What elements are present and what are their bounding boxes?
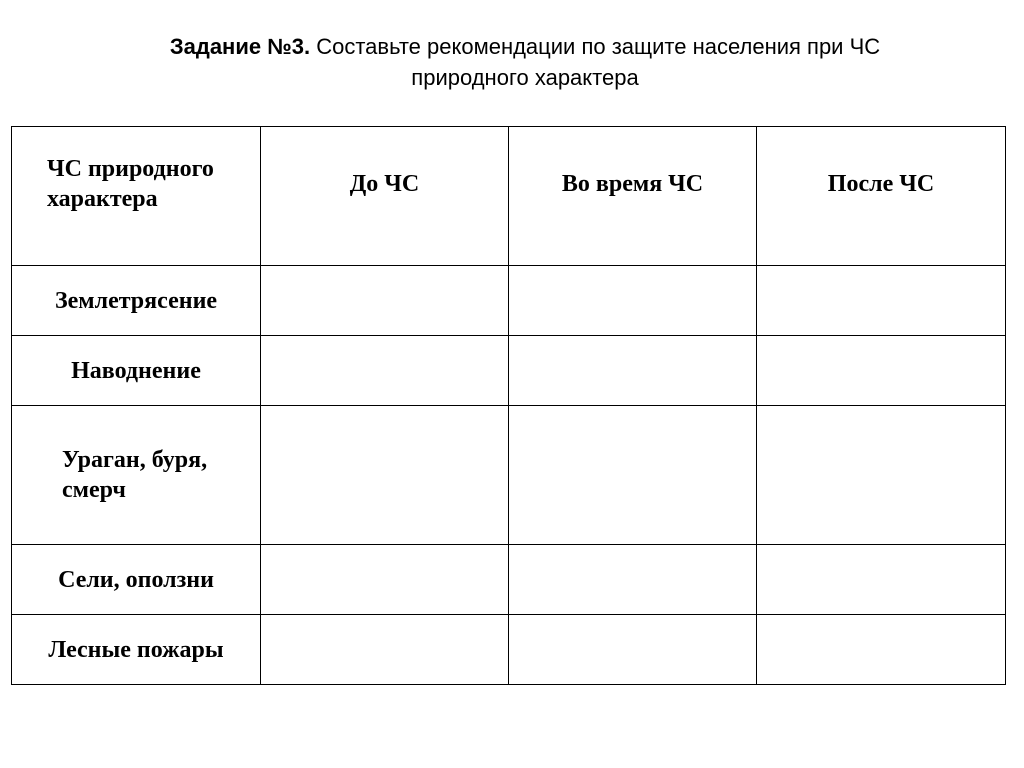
table-cell[interactable] [261,406,509,545]
header-cell-after [757,127,1006,266]
table-cell[interactable] [261,336,509,406]
table-cell[interactable] [757,266,1006,336]
table-cell[interactable] [757,336,1006,406]
table-cell[interactable] [509,266,757,336]
header-cell-before [261,127,509,266]
table-cell[interactable] [509,615,757,685]
recommendations-table [11,126,1006,685]
header-label-after: После ЧС [827,171,935,197]
header-label-before: До ЧС [349,171,420,197]
row-label-cell [12,545,261,615]
table-row [12,336,1006,406]
task-title [100,31,950,93]
table-header-row [12,127,1006,266]
table-row [12,266,1006,336]
table-cell[interactable] [509,336,757,406]
table-cell[interactable] [261,545,509,615]
table-cell[interactable] [757,545,1006,615]
table-cell[interactable] [261,615,509,685]
table-cell[interactable] [757,615,1006,685]
table-cell[interactable] [261,266,509,336]
header-label-during: Во время ЧС [561,171,704,197]
row-label: Лесные пожары [48,636,224,663]
row-label-cell [12,336,261,406]
table-row [12,545,1006,615]
row-label-cell [12,266,261,336]
table-cell[interactable] [509,545,757,615]
task-title-line1 [100,31,950,62]
table-cell[interactable] [757,406,1006,545]
header-cell-during [509,127,757,266]
header-label-emergency-type: ЧС природного характера [47,156,214,212]
task-number-label: Задание №3. [169,34,311,59]
task-instruction-text: Составьте рекомендации по защите населения при ЧС [310,34,881,59]
row-label-cell [12,406,261,545]
table-cell[interactable] [509,406,757,545]
row-label: Наводнение [71,357,201,384]
row-label: Землетрясение [54,287,218,314]
table-row [12,406,1006,545]
header-cell-emergency-type [12,127,261,266]
row-label-cell [12,615,261,685]
table-row [12,615,1006,685]
row-label: Ураган, буря, смерч [62,447,208,503]
row-label: Сели, оползни [58,566,214,593]
task-title-line2: природного характера [411,65,639,90]
